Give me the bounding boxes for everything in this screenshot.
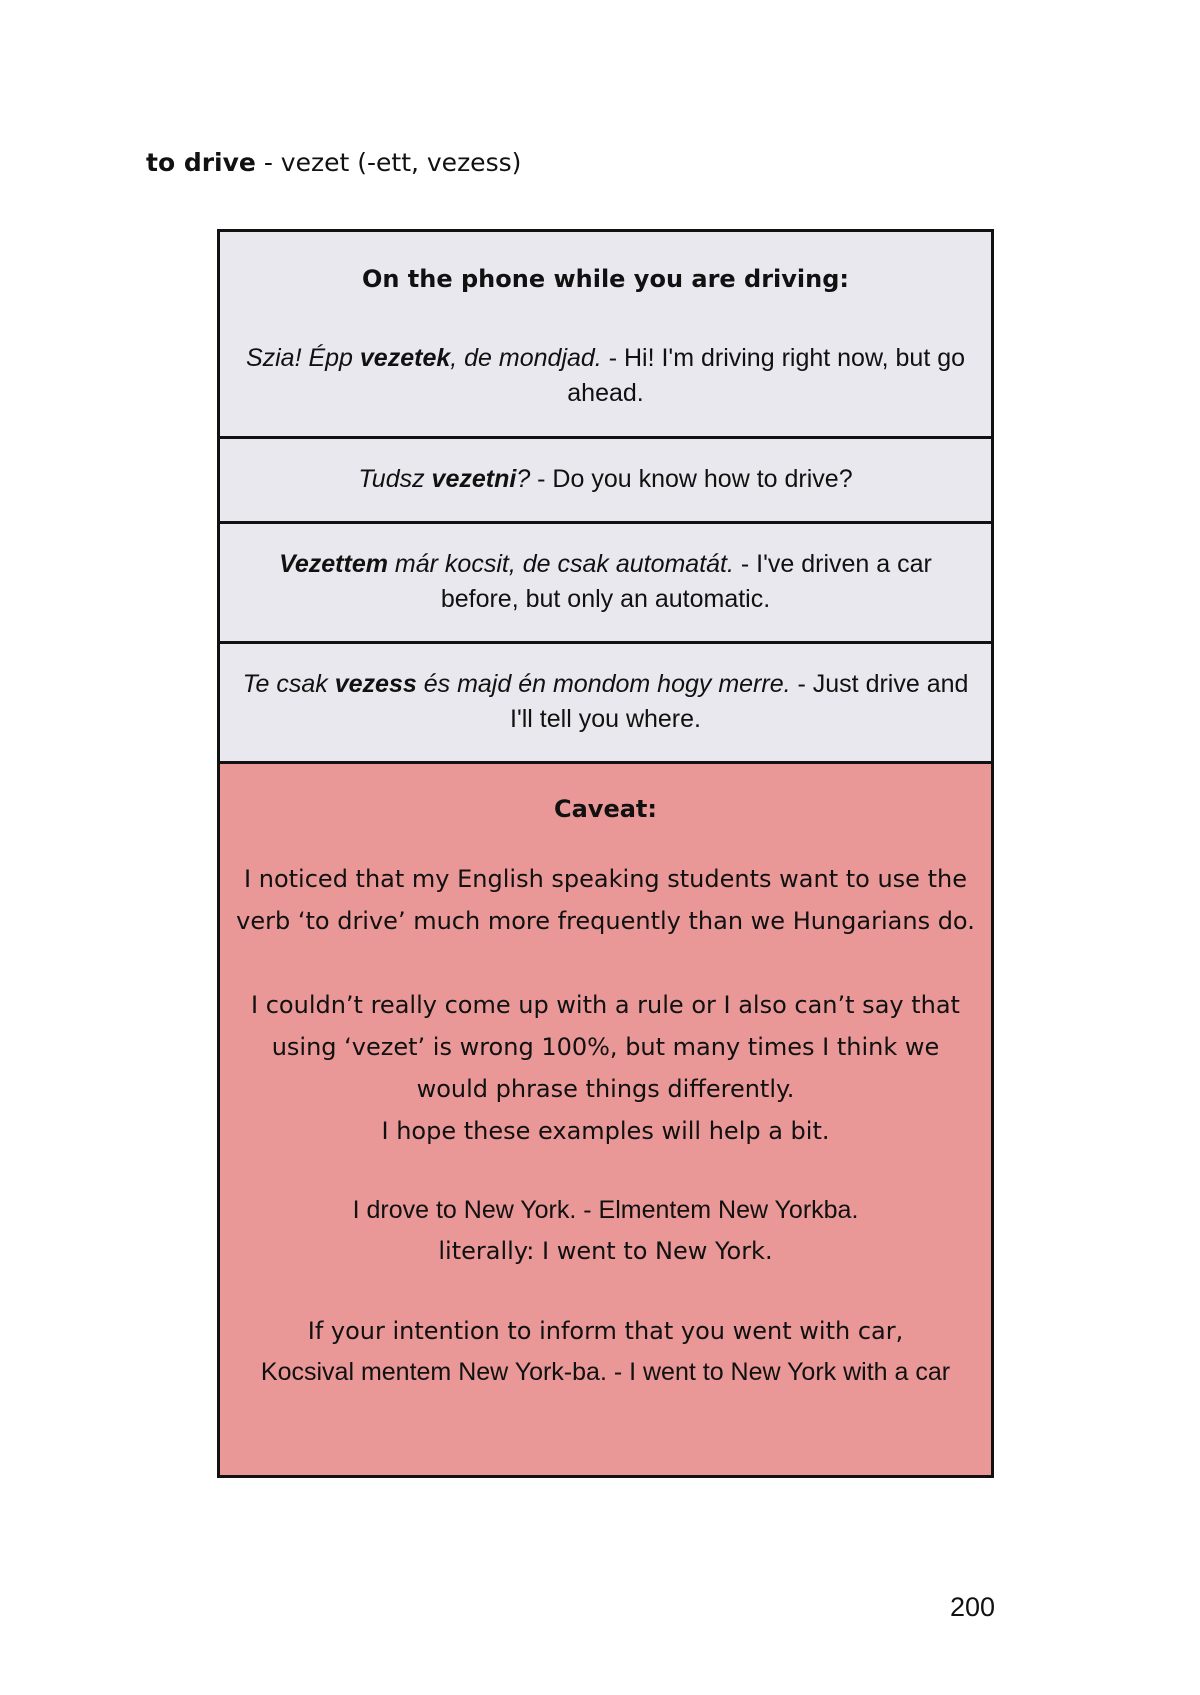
example-hu-pre: Te csak xyxy=(242,670,335,698)
example-row xyxy=(220,439,991,524)
example-hu-verb: vezetni xyxy=(431,465,517,493)
example-row xyxy=(220,524,991,644)
phone-example xyxy=(242,341,969,411)
caveat-hope-line: I hope these examples will help a bit. xyxy=(381,1117,830,1145)
page-number: 200 xyxy=(949,1592,995,1622)
example-hu-post: és majd én mondom hogy merre. xyxy=(416,670,791,698)
caveat-section xyxy=(220,764,991,1475)
caveat-car-example-line: Kocsival mentem New York-ba. - I went to New York with a car xyxy=(260,1358,951,1386)
phone-section-title: On the phone while you are driving: xyxy=(361,265,850,293)
caveat-paragraph-1: I noticed that my English speaking students want to use the verb ‘to drive’ much more frequently than we Hungarians do. xyxy=(236,865,975,935)
example-hu-post: már kocsit, de csak automatát. xyxy=(387,550,734,578)
example-hu-verb: Vezettem xyxy=(279,550,388,578)
example-en: - Hi! I'm driving right now, but go ahead. xyxy=(567,344,966,407)
heading-term: to drive xyxy=(146,148,256,177)
example-row xyxy=(220,644,991,764)
caveat-title: Caveat: xyxy=(554,795,657,823)
example-hu-verb: vezetek xyxy=(359,344,451,372)
examples-box xyxy=(217,229,994,1478)
example-en: - Do you know how to drive? xyxy=(530,465,853,493)
example-hu-pre: Tudsz xyxy=(358,465,432,493)
example-hu-verb: vezess xyxy=(334,670,417,698)
example-en: - Just drive and I'll tell you where. xyxy=(510,670,969,733)
caveat-paragraph-2: I couldn’t really come up with a rule or I also can’t say that using ‘vezet’ is wrong 100%, but many times I think we would phrase things differently. xyxy=(251,991,960,1103)
page-heading xyxy=(146,148,521,177)
example-en: - I've driven a car before, but only an automatic. xyxy=(440,550,932,613)
caveat-literal-line: literally: I went to New York. xyxy=(438,1237,773,1265)
caveat-example-line: I drove to New York. - Elmentem New Yorkba. xyxy=(352,1196,859,1224)
example-hu-post: ? xyxy=(516,465,531,493)
example-hu-post: , de mondjad. xyxy=(450,344,602,372)
caveat-intention-line: If your intention to inform that you went with car, xyxy=(307,1317,904,1345)
phone-section xyxy=(220,232,991,439)
example-hu-pre: Szia! Épp xyxy=(245,344,360,372)
heading-translation: - vezet (-ett, vezess) xyxy=(255,148,522,177)
